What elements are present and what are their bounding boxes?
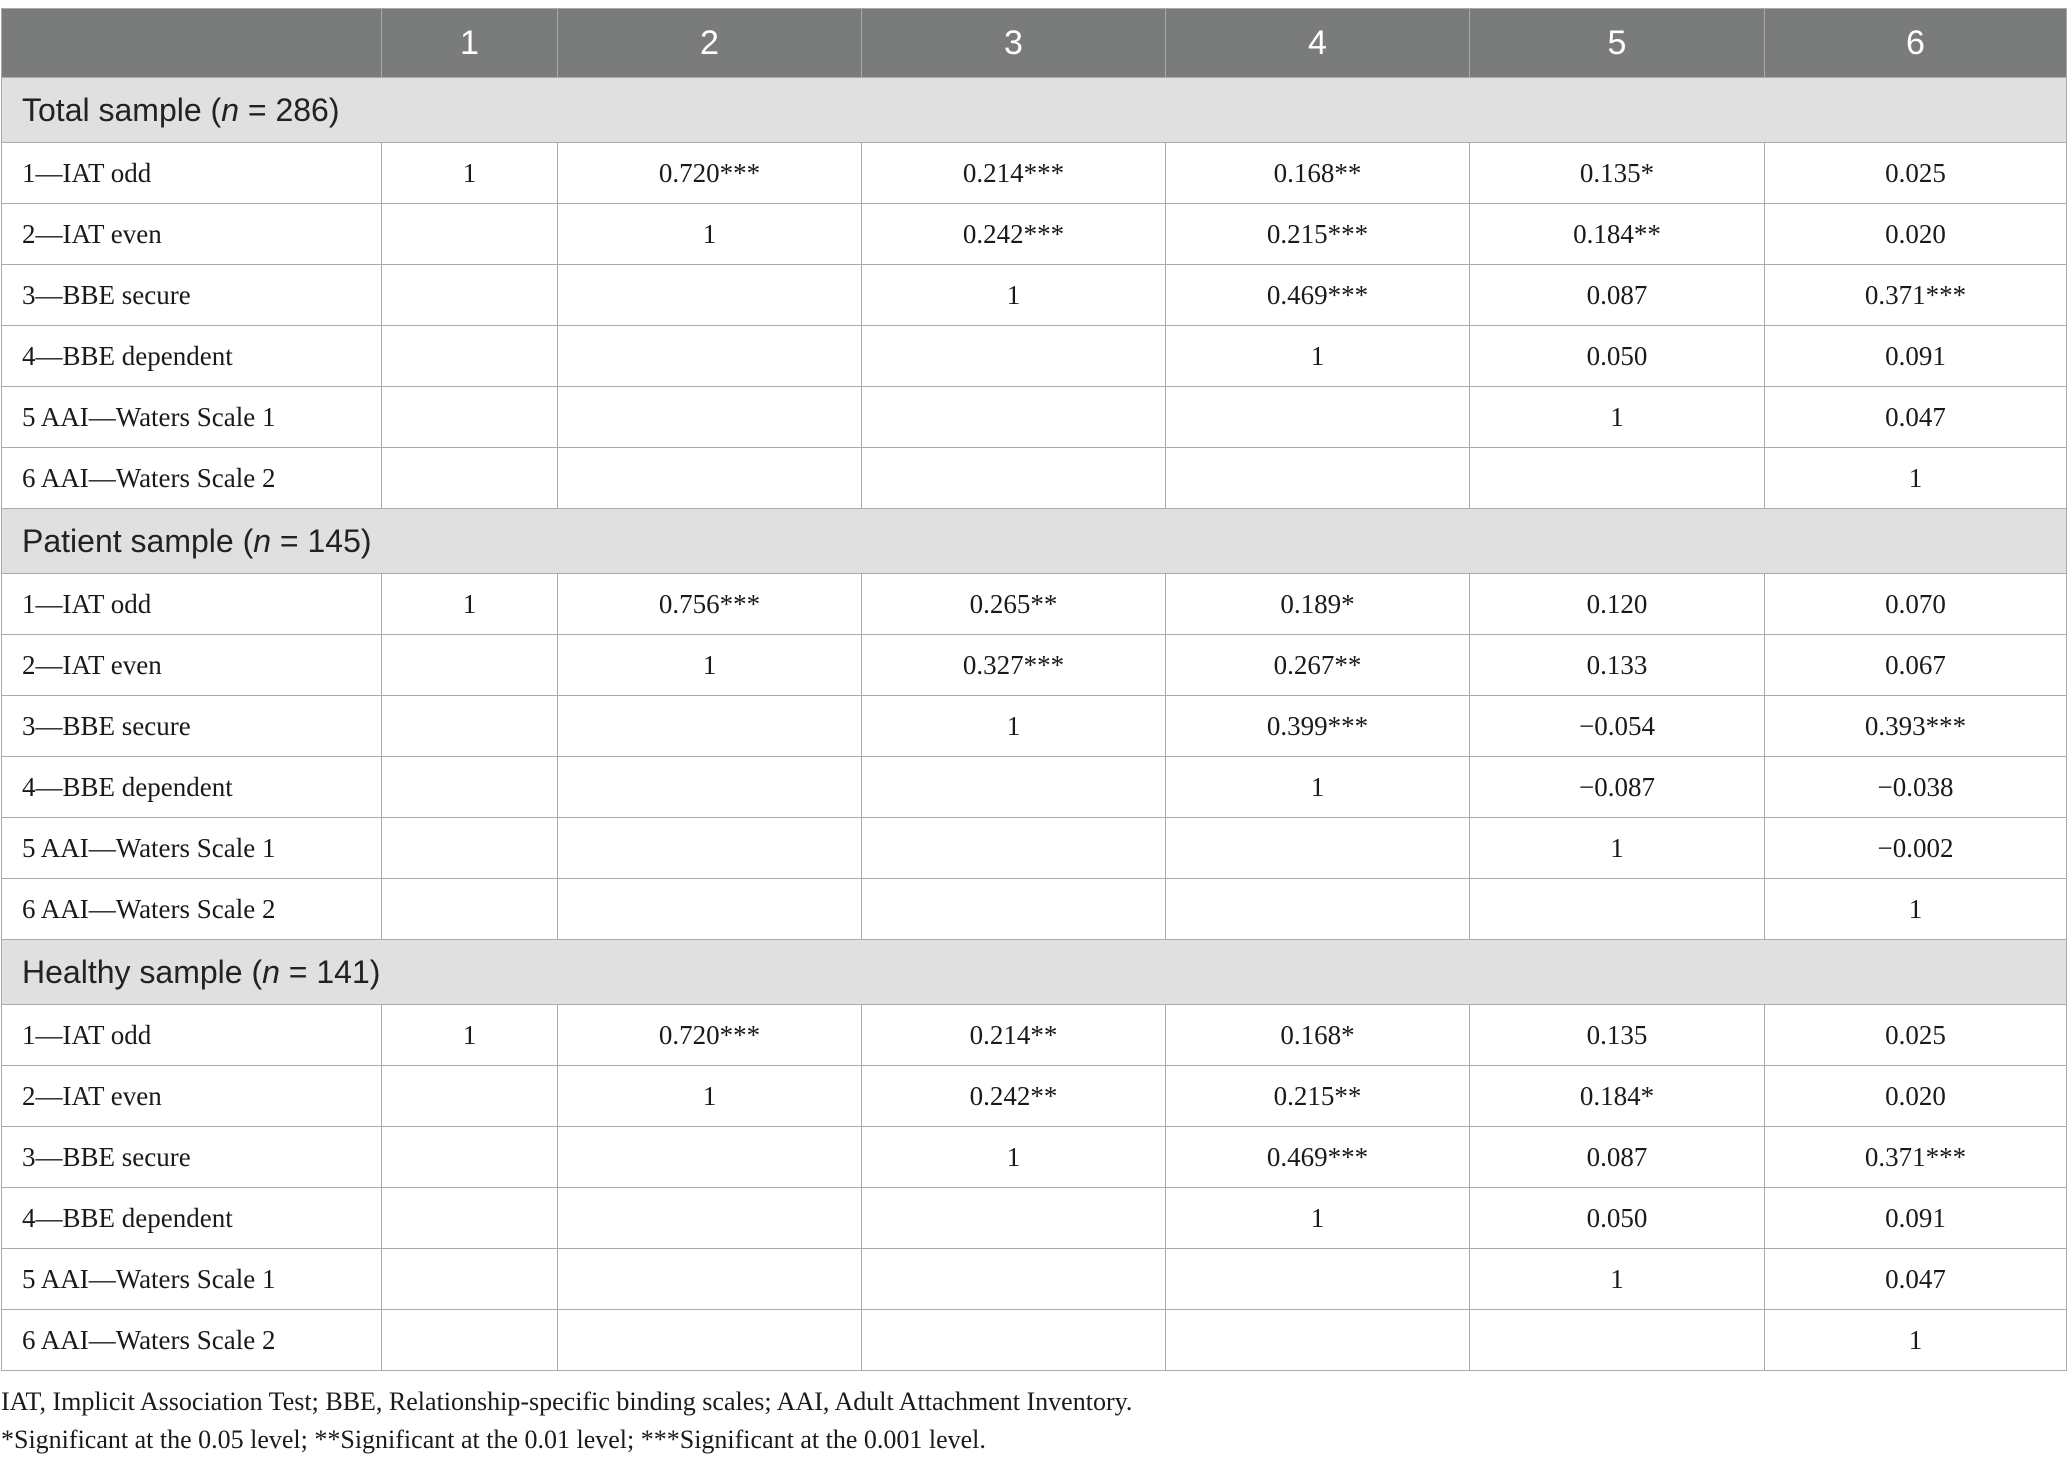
row-label: 5 AAI—Waters Scale 1 xyxy=(2,387,382,448)
table-cell: 0.091 xyxy=(1765,1188,2067,1249)
table-cell: 1 xyxy=(558,635,862,696)
significance-note: *Significant at the 0.05 level; **Significant at the 0.01 level; ***Significant at the 0.001 level. xyxy=(1,1425,986,1454)
table-cell: 0.469*** xyxy=(1166,265,1470,326)
table-cell: 0.215*** xyxy=(1166,204,1470,265)
table-cell xyxy=(558,448,862,509)
table-cell xyxy=(382,818,558,879)
table-cell xyxy=(1166,387,1470,448)
row-label: 2—IAT even xyxy=(2,1066,382,1127)
header-cell-5: 5 xyxy=(1470,9,1765,78)
table-cell: 0.371*** xyxy=(1765,1127,2067,1188)
table-cell: 0.135 xyxy=(1470,1005,1765,1066)
table-cell xyxy=(1470,448,1765,509)
section-title-n: n xyxy=(221,91,239,128)
section-title-prefix: Healthy sample ( xyxy=(22,953,263,990)
table-cell: 1 xyxy=(1470,818,1765,879)
row-label: 3—BBE secure xyxy=(2,265,382,326)
correlation-table xyxy=(1,8,2067,1371)
table-cell xyxy=(382,757,558,818)
table-footnotes xyxy=(1,1383,2066,1459)
table-cell: 0.265** xyxy=(862,574,1166,635)
table-cell xyxy=(382,265,558,326)
table-cell xyxy=(1470,1310,1765,1371)
table-cell: 0.025 xyxy=(1765,143,2067,204)
row-label: 1—IAT odd xyxy=(2,1005,382,1066)
table-row xyxy=(2,265,2067,326)
table-cell: 0.087 xyxy=(1470,265,1765,326)
table-cell: 0.242*** xyxy=(862,204,1166,265)
table-cell xyxy=(382,1188,558,1249)
table-row xyxy=(2,757,2067,818)
table-cell: 1 xyxy=(558,1066,862,1127)
table-cell: 0.070 xyxy=(1765,574,2067,635)
table-cell xyxy=(1166,879,1470,940)
table-body xyxy=(2,78,2067,1371)
table-cell xyxy=(382,1310,558,1371)
table-cell: 1 xyxy=(862,1127,1166,1188)
row-label: 1—IAT odd xyxy=(2,574,382,635)
table-cell xyxy=(558,1249,862,1310)
table-cell: 1 xyxy=(558,204,862,265)
table-cell: 0.399*** xyxy=(1166,696,1470,757)
table-cell: 1 xyxy=(1166,1188,1470,1249)
section-title xyxy=(2,940,2067,1005)
row-label: 6 AAI—Waters Scale 2 xyxy=(2,879,382,940)
table-row xyxy=(2,1005,2067,1066)
row-label: 6 AAI—Waters Scale 2 xyxy=(2,448,382,509)
section-title-prefix: Total sample ( xyxy=(22,91,222,128)
table-row xyxy=(2,204,2067,265)
row-label: 2—IAT even xyxy=(2,204,382,265)
table-cell xyxy=(862,879,1166,940)
table-cell xyxy=(862,1310,1166,1371)
table-cell xyxy=(382,1066,558,1127)
table-cell xyxy=(382,387,558,448)
table-cell: 1 xyxy=(382,574,558,635)
table-cell: 0.393*** xyxy=(1765,696,2067,757)
table-cell: 0.120 xyxy=(1470,574,1765,635)
table-cell xyxy=(558,757,862,818)
header-cell-2: 2 xyxy=(558,9,862,78)
table-cell: 0.087 xyxy=(1470,1127,1765,1188)
header-cell-1: 1 xyxy=(382,9,558,78)
section-header-row xyxy=(2,78,2067,143)
table-cell: 1 xyxy=(1765,448,2067,509)
header-cell-6: 6 xyxy=(1765,9,2067,78)
table-cell: 0.020 xyxy=(1765,204,2067,265)
table-cell xyxy=(558,1188,862,1249)
section-header-row xyxy=(2,509,2067,574)
section-title-n: n xyxy=(253,522,272,559)
header-row xyxy=(2,9,2067,78)
table-cell xyxy=(558,818,862,879)
table-cell: 1 xyxy=(1470,387,1765,448)
row-label: 4—BBE dependent xyxy=(2,1188,382,1249)
table-cell xyxy=(1166,448,1470,509)
table-cell xyxy=(382,696,558,757)
table-cell: 0.091 xyxy=(1765,326,2067,387)
table-cell xyxy=(1470,879,1765,940)
header-cell-4: 4 xyxy=(1166,9,1470,78)
table-cell: 0.214** xyxy=(862,1005,1166,1066)
table-cell xyxy=(862,818,1166,879)
table-cell xyxy=(382,879,558,940)
table-row xyxy=(2,1127,2067,1188)
row-label: 2—IAT even xyxy=(2,635,382,696)
section-title xyxy=(2,78,2067,143)
table-cell xyxy=(558,879,862,940)
table-cell: 1 xyxy=(1166,326,1470,387)
table-cell: 0.720*** xyxy=(558,1005,862,1066)
row-label: 4—BBE dependent xyxy=(2,326,382,387)
table-row xyxy=(2,574,2067,635)
section-title-suffix: = 141) xyxy=(279,953,381,990)
table-row xyxy=(2,818,2067,879)
table-cell xyxy=(558,696,862,757)
row-label: 5 AAI—Waters Scale 1 xyxy=(2,818,382,879)
table-cell: 0.756*** xyxy=(558,574,862,635)
section-title-n: n xyxy=(262,953,280,990)
table-cell xyxy=(1166,1310,1470,1371)
row-label: 5 AAI—Waters Scale 1 xyxy=(2,1249,382,1310)
table-cell: 0.050 xyxy=(1470,1188,1765,1249)
row-label: 3—BBE secure xyxy=(2,1127,382,1188)
section-header-row xyxy=(2,940,2067,1005)
table-cell xyxy=(558,326,862,387)
header-cell-blank xyxy=(2,9,382,78)
abbreviations-note: IAT, Implicit Association Test; BBE, Relationship-specific binding scales; AAI, Adult Attachment Inventory. xyxy=(1,1387,1133,1416)
table-cell xyxy=(862,1249,1166,1310)
table-cell: 1 xyxy=(862,696,1166,757)
table-cell: 0.133 xyxy=(1470,635,1765,696)
table-cell: 1 xyxy=(862,265,1166,326)
table-row xyxy=(2,635,2067,696)
table-cell: 1 xyxy=(1166,757,1470,818)
table-cell: 0.327*** xyxy=(862,635,1166,696)
table-cell xyxy=(382,1249,558,1310)
row-label: 4—BBE dependent xyxy=(2,757,382,818)
table-cell: 1 xyxy=(382,1005,558,1066)
table-cell xyxy=(862,757,1166,818)
header-cell-3: 3 xyxy=(862,9,1166,78)
table-cell xyxy=(558,1127,862,1188)
table-cell: 0.067 xyxy=(1765,635,2067,696)
table-cell: 0.469*** xyxy=(1166,1127,1470,1188)
table-cell xyxy=(862,387,1166,448)
row-label: 6 AAI—Waters Scale 2 xyxy=(2,1310,382,1371)
table-row xyxy=(2,387,2067,448)
table-cell: 1 xyxy=(1765,1310,2067,1371)
table-cell xyxy=(382,635,558,696)
table-row xyxy=(2,1188,2067,1249)
table-cell xyxy=(558,387,862,448)
table-row xyxy=(2,1066,2067,1127)
table-row xyxy=(2,696,2067,757)
table-cell: 1 xyxy=(1470,1249,1765,1310)
table-cell: 0.184* xyxy=(1470,1066,1765,1127)
table-cell xyxy=(382,1127,558,1188)
table-cell: 0.025 xyxy=(1765,1005,2067,1066)
table-cell xyxy=(1166,1249,1470,1310)
table-cell: 0.047 xyxy=(1765,1249,2067,1310)
table-cell: −0.054 xyxy=(1470,696,1765,757)
table-cell: 0.189* xyxy=(1166,574,1470,635)
table-cell: 0.135* xyxy=(1470,143,1765,204)
row-label: 1—IAT odd xyxy=(2,143,382,204)
table-row xyxy=(2,326,2067,387)
table-cell: 1 xyxy=(1765,879,2067,940)
section-title-suffix: = 286) xyxy=(238,91,340,128)
table-cell xyxy=(862,448,1166,509)
table-cell: 0.214*** xyxy=(862,143,1166,204)
table-cell: 0.242** xyxy=(862,1066,1166,1127)
table-cell: 0.020 xyxy=(1765,1066,2067,1127)
table-cell xyxy=(1166,818,1470,879)
table-cell xyxy=(862,326,1166,387)
section-title-prefix: Patient sample ( xyxy=(22,522,254,559)
table-cell: 1 xyxy=(382,143,558,204)
section-title-suffix: = 145) xyxy=(271,522,372,559)
table-cell xyxy=(558,1310,862,1371)
table-cell: 0.720*** xyxy=(558,143,862,204)
table-cell xyxy=(862,1188,1166,1249)
table-cell: 0.371*** xyxy=(1765,265,2067,326)
table-cell: 0.168* xyxy=(1166,1005,1470,1066)
table-row xyxy=(2,448,2067,509)
correlation-table-container xyxy=(1,8,2066,1459)
table-row xyxy=(2,143,2067,204)
table-cell: 0.050 xyxy=(1470,326,1765,387)
table-cell: −0.087 xyxy=(1470,757,1765,818)
table-cell: −0.038 xyxy=(1765,757,2067,818)
table-cell xyxy=(382,448,558,509)
table-cell: 0.267** xyxy=(1166,635,1470,696)
table-row xyxy=(2,1249,2067,1310)
table-cell: 0.215** xyxy=(1166,1066,1470,1127)
row-label: 3—BBE secure xyxy=(2,696,382,757)
table-cell xyxy=(382,326,558,387)
table-cell: 0.047 xyxy=(1765,387,2067,448)
table-row xyxy=(2,879,2067,940)
section-title xyxy=(2,509,2067,574)
table-cell xyxy=(382,204,558,265)
table-cell: −0.002 xyxy=(1765,818,2067,879)
table-cell: 0.184** xyxy=(1470,204,1765,265)
table-cell xyxy=(558,265,862,326)
table-row xyxy=(2,1310,2067,1371)
table-cell: 0.168** xyxy=(1166,143,1470,204)
